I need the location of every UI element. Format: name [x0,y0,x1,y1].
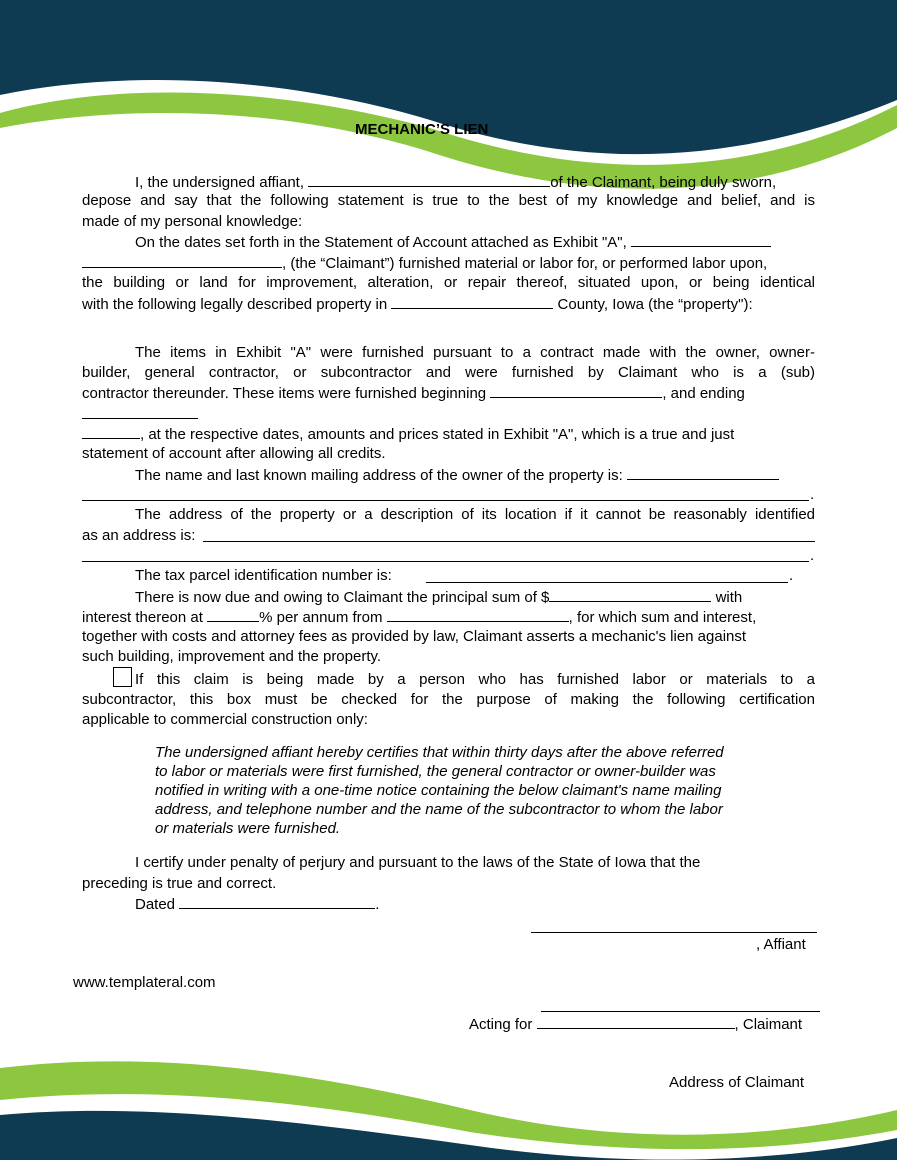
affiant-signature-line[interactable] [531,932,817,933]
dated-line: Dated . [135,896,380,913]
p9-line1: I certify under penalty of perjury and pursuant to the laws of the State of Iowa that the [135,854,701,871]
p4-line1: The name and last known mailing address of the owner of the property is: [135,465,779,486]
p2-line2: , (the “Claimant”) furnished material or labor for, or performed labor upon, [82,253,767,274]
principal-sum-blank[interactable] [549,587,711,602]
top-wave-decoration [0,0,897,190]
claimant-signature-line[interactable] [541,1011,820,1012]
ending-date-blank-top[interactable] [82,418,198,419]
exhibit-party-blank[interactable] [631,232,771,247]
p6-line1-label: The tax parcel identification number is: [135,567,392,584]
tax-parcel-blank[interactable] [426,582,788,583]
p5-line2-label: as an address is: [82,527,196,544]
owner-name-blank[interactable] [627,465,779,480]
p8-line1: If this claim is being made by a person who has furnished labor or materials to a [135,671,815,688]
p7-line3: together with costs and attorney fees as provided by law, Claimant asserts a mechanic's lien against [82,628,747,645]
p1-line3: made of my personal knowledge: [82,213,303,230]
property-address-period: . [810,547,815,564]
p3-line1: The items in Exhibit "A" were furnished pursuant to a contract made with the owner, owner- [135,344,815,361]
interest-rate-blank[interactable] [207,607,259,622]
bottom-wave-decoration [0,1040,897,1160]
address-of-claimant-label: Address of Claimant [669,1074,805,1091]
p3-line5: statement of account after allowing all credits. [82,445,386,462]
p1-line2: depose and say that the following statement is true to the best of my knowledge and belief, and is [82,192,815,209]
cert-line1: The undersigned affiant hereby certifies that within thirty days after the above referred [155,744,724,761]
p2-line4: with the following legally described property in County, Iowa (the “property"): [82,296,753,313]
property-address-blank[interactable] [203,541,815,542]
p2-line1: On the dates set forth in the Statement of Account attached as Exhibit "A", [135,232,771,253]
p2-line3: the building or land for improvement, alteration, or repair thereof, situated upon, or being identical [82,274,815,291]
p3-line2: builder, general contractor, or subcontractor and were furnished by Claimant who is a (sub) [82,364,815,381]
p8-line2: subcontractor, this box must be checked for the purpose of making the following certification [82,691,815,708]
owner-address-blank[interactable] [82,500,809,501]
cert-line3: notified in writing with a one-time notice containing the below claimant's name mailing [155,782,722,799]
affiant-name-blank[interactable] [308,172,550,187]
acting-for-blank[interactable] [537,1014,735,1029]
p8-line3: applicable to commercial construction only: [82,711,368,728]
county-blank[interactable] [391,294,553,309]
cert-line4: address, and telephone number and the name of the subcontractor to whom the labor [155,801,723,818]
p9-line2: preceding is true and correct. [82,875,277,892]
p3-line4: , at the respective dates, amounts and prices stated in Exhibit "A", which is a true and just [82,424,734,445]
p1-line1: I, the undersigned affiant, of the Claimant, being duly sworn, [135,174,777,191]
ending-date-blank[interactable] [82,424,140,439]
commercial-construction-checkbox[interactable] [113,667,132,687]
cert-line2: to labor or materials were first furnished, the general contractor or owner-builder was [155,763,716,780]
p5-line1: The address of the property or a description of its location if it cannot be reasonably identified [135,506,815,523]
website-link[interactable]: www.templateral.com [73,974,216,991]
beginning-date-blank[interactable] [490,383,662,398]
p7-line2: interest thereon at % per annum from , for which sum and interest, [82,609,757,626]
dated-blank[interactable] [179,894,375,909]
acting-for-line: Acting for , Claimant [469,1016,803,1033]
p7-line4: such building, improvement and the property. [82,648,382,665]
property-address-blank-2[interactable] [82,561,809,562]
tax-parcel-period: . [789,567,794,584]
owner-address-period: . [810,486,815,503]
affiant-label: , Affiant [756,936,806,953]
document-title: MECHANIC’S LIEN [355,121,489,138]
p3-line3: contractor thereunder. These items were furnished beginning , and ending [82,385,745,402]
interest-from-date-blank[interactable] [387,607,569,622]
cert-line5: or materials were furnished. [155,820,341,837]
claimant-name-blank[interactable] [82,253,282,268]
p7-line1: There is now due and owing to Claimant the principal sum of $ with [135,589,743,606]
